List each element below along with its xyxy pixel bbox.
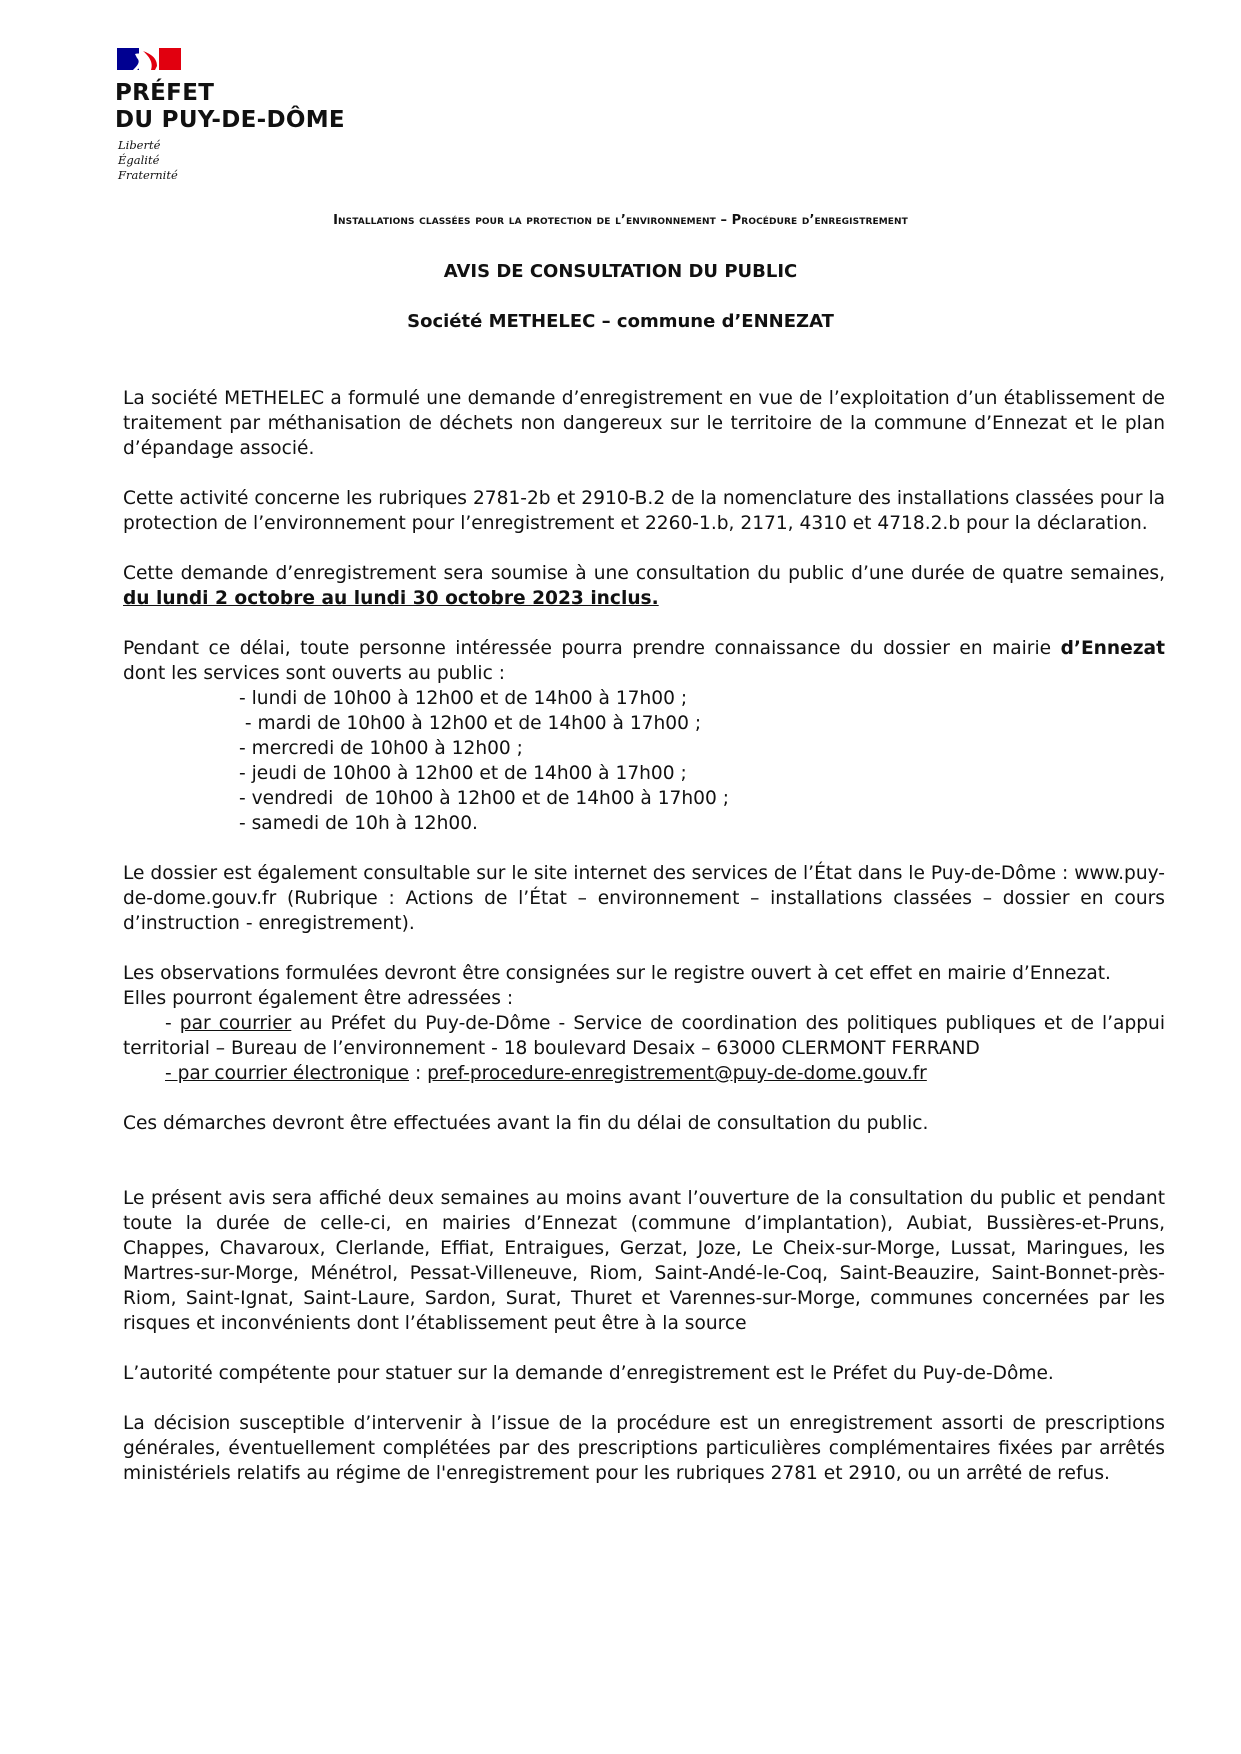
dossier-mairie-name: d’Ennezat xyxy=(1060,638,1165,659)
paragraph-affichage: Le présent avis sera affiché deux semaines au moins avant l’ouverture de la consultation du public et pendant toute la durée de celle-ci, en mairies d’Ennezat (commune d’implantation), Aubiat, Bussières-et-Pruns, Chappes, Chavaroux, Clerlande, Effiat, Entraigues, Gerzat, Joze, Le Cheix-sur-Morge, Lussat, Maringues, les Martres-sur-Morge, Ménétrol, Pessat-Villeneuve, Riom, Saint-Andé-le-Coq, Saint-Beauzire, Saint-Bonnet-près-Riom, Saint-Ignat, Saint-Laure, Sardon, Surat, Thuret et Varennes-sur-Morge, communes concernées par les risques et inconvénients dont l’établissement peut être à la source xyxy=(123,1188,1165,1334)
paragraph-autorite: L’autorité compétente pour statuer sur la demande d’enregistrement est le Préfet du Puy-de-Dôme. xyxy=(123,1363,1054,1384)
opening-hours-list xyxy=(123,686,1165,836)
paragraph-courrier xyxy=(123,1011,1165,1061)
notice-body xyxy=(123,386,1165,1511)
list-item: - vendredi de 10h00 à 12h00 et de 14h00 à 17h00 ; xyxy=(239,788,729,809)
prefet-line-2: DU PUY-DE-DÔME xyxy=(115,107,345,133)
notice-title: AVIS DE CONSULTATION DU PUBLIC xyxy=(443,261,798,282)
consultation-text: Cette demande d’enregistrement sera soumise à une consultation du public d’une durée de quatre semaines, xyxy=(123,563,1165,584)
paragraph-consultation xyxy=(123,561,1165,611)
spacer xyxy=(123,1161,1165,1186)
paragraph-decision: La décision susceptible d’intervenir à l’issue de la procédure est un enregistrement assorti de prescriptions générales, éventuellement complétées par des prescriptions particulières complémentaires fixées par arrêtés ministériels relatifs au régime de l'enregistrement pour les rubriques 2781 et 2910, ou un arrêté de refus. xyxy=(123,1413,1165,1484)
devise-egalite: Égalité xyxy=(118,153,160,167)
paragraph-deadline: Ces démarches devront être effectuées avant la fin du délai de consultation du public. xyxy=(123,1113,929,1134)
paragraph-observations: Les observations formulées devront être consignées sur le registre ouvert à cet effet en mairie d’Ennezat. xyxy=(123,963,1111,984)
dossier-text: Pendant ce délai, toute personne intéressée pourra prendre connaissance du dossier en mairie xyxy=(123,638,1061,659)
prefet-line-1: PRÉFET xyxy=(115,80,215,106)
courrier-address: au Préfet du Puy-de-Dôme - Service de coordination des politiques publiques et de l’appui territorial – Bureau de l’environnement - 18 boulevard Desaix – 63000 CLERMONT FERRAND xyxy=(123,1013,1165,1059)
paragraph-rubriques: Cette activité concerne les rubriques 2781-2b et 2910-B.2 de la nomenclature des installations classées pour la protection de l’environnement pour l’enregistrement et 2260-1.b, 2171, 4310 et 4718.2.b pour la déclaration. xyxy=(123,488,1165,534)
list-item: - jeudi de 10h00 à 12h00 et de 14h00 à 17h00 ; xyxy=(239,763,687,784)
courrier-label: par courrier xyxy=(179,1013,292,1034)
prefet-title xyxy=(115,80,345,134)
paragraph-adressees: Elles pourront également être adressées : xyxy=(123,988,514,1009)
paragraph-email xyxy=(123,1061,1165,1086)
list-item: - lundi de 10h00 à 12h00 et de 14h00 à 17h00 ; xyxy=(239,688,688,709)
paragraph-request: La société METHELEC a formulé une demande d’enregistrement en vue de l’exploitation d’un établissement de traitement par méthanisation de déchets non dangereux sur le territoire de la commune d’Ennezat et le plan d’épandage associé. xyxy=(123,388,1165,459)
notice-subtitle: Société METHELEC – commune d’ENNEZAT xyxy=(407,311,834,332)
devise-liberte: Liberté xyxy=(118,138,161,152)
list-item: - mardi de 10h00 à 12h00 et de 14h00 à 17h00 ; xyxy=(239,713,702,734)
email-separator: : xyxy=(409,1063,428,1084)
paragraph-dossier-mairie xyxy=(123,636,1165,686)
marianne-flag-logo xyxy=(117,48,181,70)
list-item: - mercredi de 10h00 à 12h00 ; xyxy=(239,738,523,759)
devise xyxy=(118,138,178,183)
devise-fraternite: Fraternité xyxy=(118,168,178,182)
dossier-text-end: dont les services sont ouverts au public : xyxy=(123,663,505,684)
email-link[interactable]: pref-procedure-enregistrement@puy-de-dome.gouv.fr xyxy=(427,1063,927,1084)
email-label: - par courrier électronique xyxy=(165,1063,410,1084)
courrier-dash: - xyxy=(165,1013,180,1034)
consultation-dates: du lundi 2 octobre au lundi 30 octobre 2023 inclus. xyxy=(123,588,659,609)
list-item: - samedi de 10h à 12h00. xyxy=(239,813,478,834)
procedure-kicker: Installations classées pour la protection de l’environnement – Procédure d’enregistrement xyxy=(333,213,908,228)
paragraph-website: Le dossier est également consultable sur le site internet des services de l’État dans le Puy-de-Dôme : www.puy-de-dome.gouv.fr (Rubrique : Actions de l’État – environnement – installations classées – dossier en cours d’instruction - enregistrement). xyxy=(123,863,1165,934)
